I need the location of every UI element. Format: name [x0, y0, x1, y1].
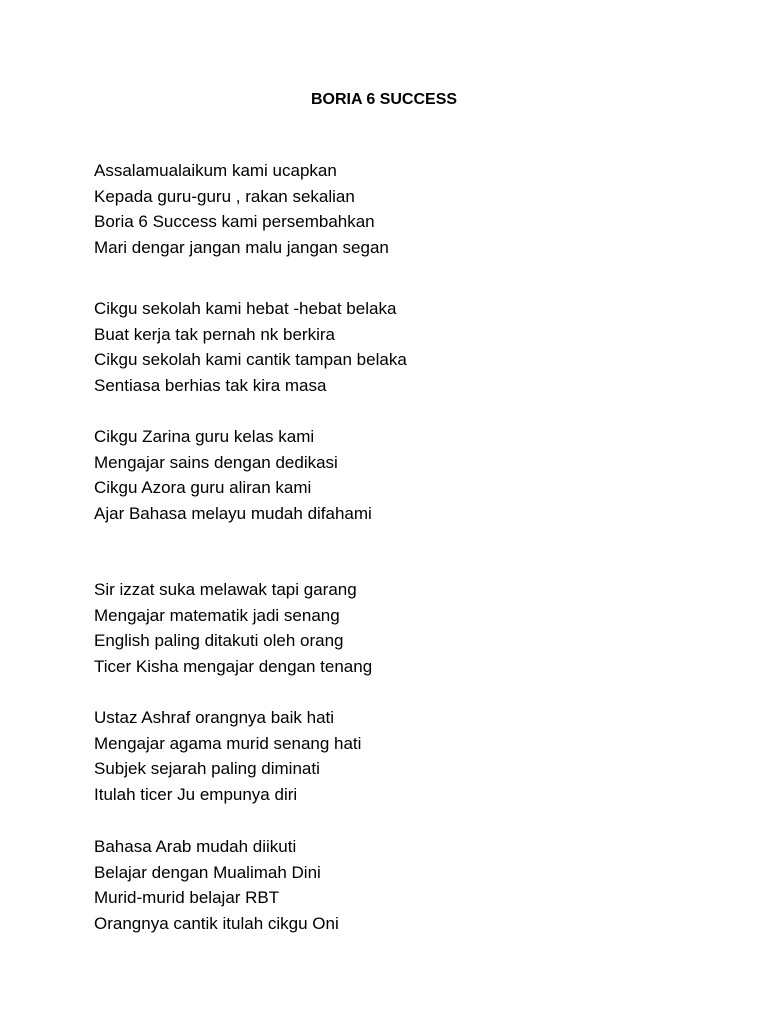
verse-line: Boria 6 Success kami persembahkan: [94, 212, 375, 232]
verse-line: Ustaz Ashraf orangnya baik hati: [94, 708, 335, 727]
verse-line: Bahasa Arab mudah diikuti: [94, 837, 297, 856]
verse-line: Buat kerja tak pernah nk berkira: [94, 324, 335, 344]
verse-line: Ticer Kisha mengajar dengan tenang: [94, 657, 373, 677]
verse-line: Sir izzat suka melawak tapi garang: [94, 580, 357, 599]
verse-line: Cikgu sekolah kami hebat -hebat belaka: [94, 299, 397, 318]
verse-line: Cikgu Azora guru aliran kami: [94, 478, 312, 498]
verse-line: Subjek sejarah paling diminati: [94, 759, 320, 779]
stanza-4: [94, 577, 714, 680]
verse-line: Orangnya cantik itulah cikgu Oni: [94, 914, 339, 934]
stanza-1: [94, 158, 714, 261]
stanza-2: [94, 296, 714, 399]
verse-line: Itulah ticer Ju empunya diri: [94, 785, 298, 805]
verse-line: Cikgu sekolah kami cantik tampan belaka: [94, 350, 407, 370]
verse-line: Murid-murid belajar RBT: [94, 888, 280, 908]
verse-line: Kepada guru-guru , rakan sekalian: [94, 186, 355, 206]
verse-line: Mengajar agama murid senang hati: [94, 733, 362, 753]
verse-line: Ajar Bahasa melayu mudah difahami: [94, 504, 372, 524]
verse-line: Assalamualaikum kami ucapkan: [94, 161, 337, 180]
stanza-5: [94, 705, 714, 808]
verse-line: Mengajar sains dengan dedikasi: [94, 452, 338, 472]
verse-line: English paling ditakuti oleh orang: [94, 631, 344, 651]
verse-line: Sentiasa berhias tak kira masa: [94, 376, 327, 396]
verse-line: Mari dengar jangan malu jangan segan: [94, 238, 389, 258]
verse-line: Belajar dengan Mualimah Dini: [94, 862, 321, 882]
stanza-3: [94, 424, 714, 527]
verse-line: Mengajar matematik jadi senang: [94, 605, 340, 625]
document-title: BORIA 6 SUCCESS: [310, 91, 458, 108]
verse-line: Cikgu Zarina guru kelas kami: [94, 427, 315, 446]
stanza-6: [94, 834, 714, 937]
